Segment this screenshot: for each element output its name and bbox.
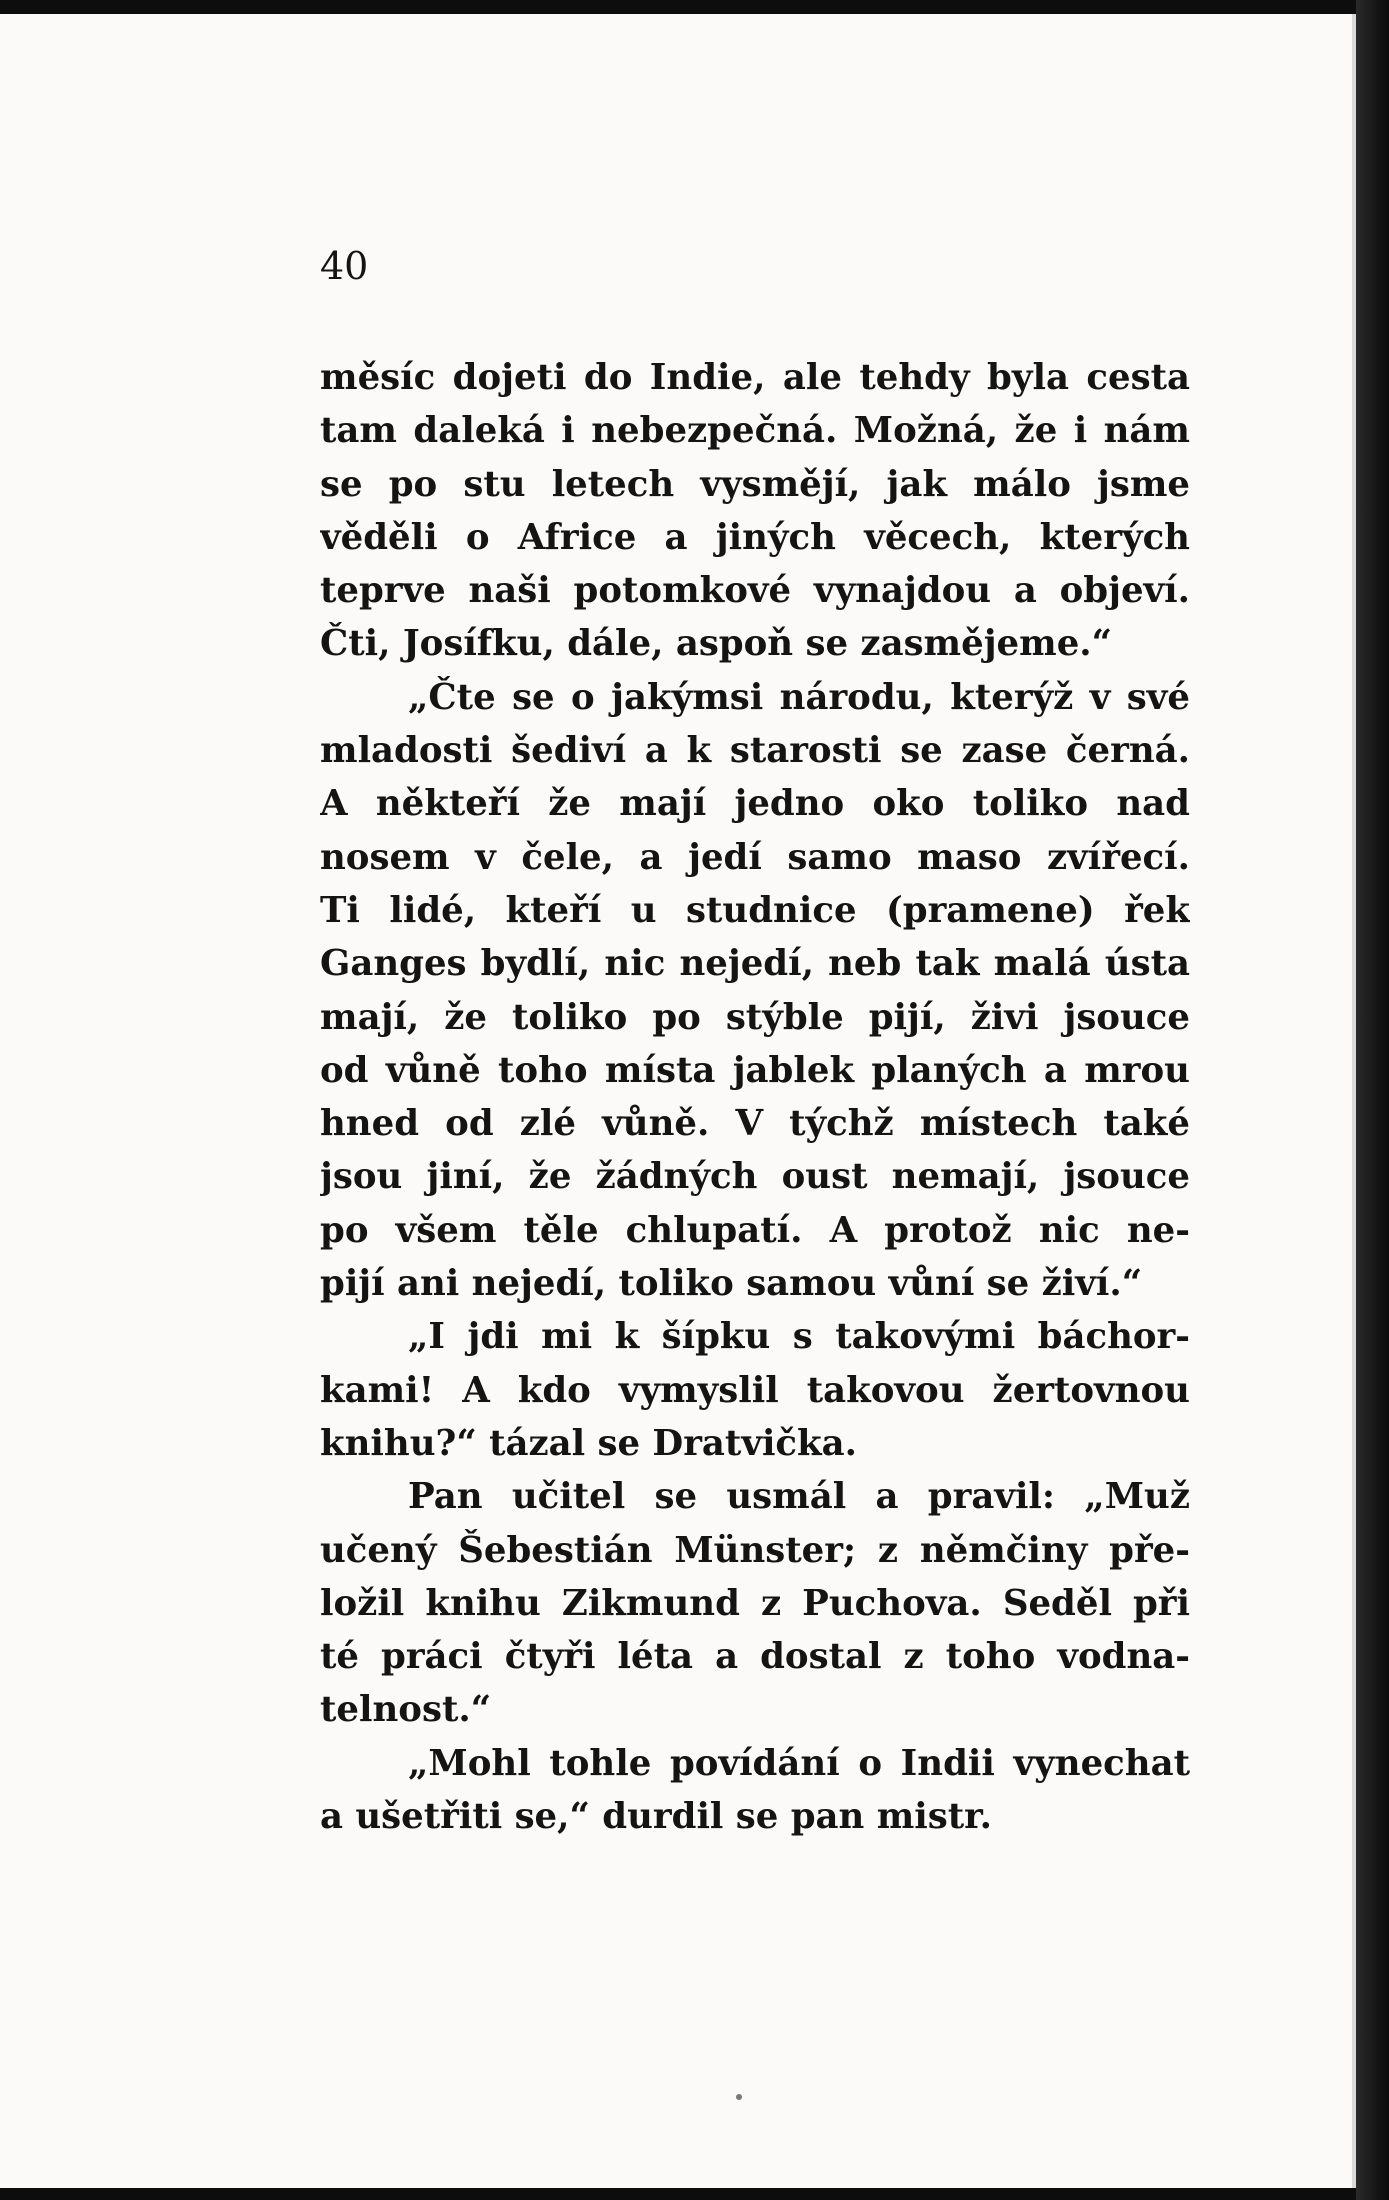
text-line: kami! A kdo vymyslil takovou žertovnou (320, 1369, 1190, 1411)
text-line: měsíc dojeti do Indie, ale tehdy byla cesta (320, 357, 1190, 398)
text-line: nosem v čele, a jedí samo maso zvířecí. (320, 836, 1190, 878)
text-line: „I jdi mi k šípku s takovými báchor- (408, 1316, 1190, 1358)
text-line: ložil knihu Zikmund z Puchova. Seděl při (320, 1582, 1190, 1624)
text-line: hned od zlé vůně. V týchž místech také (320, 1103, 1190, 1145)
text-line: po všem těle chlupatí. A protož nic ne- (320, 1209, 1190, 1251)
text-line: se po stu letech vysmějí, jak málo jsme (320, 463, 1190, 505)
text-line: mladosti šediví a k starosti se zase černá. (320, 730, 1190, 772)
text-line: Čti, Josífku, dále, aspoň se zasmějeme.“ (320, 623, 1113, 665)
text-line: „Mohl tohle povídání o Indii vynechat (408, 1742, 1190, 1784)
text-line: a ušetřiti se,“ durdil se pan mistr. (320, 1796, 992, 1838)
text-line: věděli o Africe a jiných věcech, kterých (320, 516, 1190, 558)
text-line: „Čte se o jakýmsi národu, kterýž v své (408, 676, 1190, 718)
text-line: Pan učitel se usmál a pravil: „Muž (408, 1476, 1190, 1518)
text-line: Ti lidé, kteří u studnice (pramene) řek (320, 889, 1190, 931)
text-line: pijí ani nejedí, toliko samou vůní se živí.“ (320, 1263, 1143, 1305)
text-line: od vůně toho místa jablek planých a mrou (320, 1049, 1190, 1091)
paper-speck (736, 2094, 742, 2100)
book-page (0, 14, 1356, 2188)
text-line: tam daleká i nebezpečná. Možná, že i nám (320, 410, 1190, 452)
text-line: jsou jiní, že žádných oust nemají, jsouce (320, 1156, 1190, 1198)
text-line: telnost.“ (320, 1689, 492, 1731)
text-line: té práci čtyři léta a dostal z toho vodna- (320, 1636, 1190, 1678)
text-line: A někteří že mají jedno oko toliko nad (320, 783, 1190, 825)
text-line: mají, že toliko po stýble pijí, živi jsouce (320, 996, 1190, 1038)
page-number: 40 (320, 244, 369, 288)
scan-bottom-edge (0, 2188, 1356, 2200)
text-line: Ganges bydlí, nic nejedí, neb tak malá ústa (320, 943, 1190, 985)
body-text (320, 351, 1190, 1843)
text-line: knihu?“ tázal se Dratvička. (320, 1422, 858, 1464)
text-line: učený Šebestián Münster; z němčiny pře- (320, 1529, 1190, 1571)
book-spine-edge (1356, 0, 1389, 2200)
text-line: teprve naši potomkové vynajdou a objeví. (320, 570, 1190, 612)
